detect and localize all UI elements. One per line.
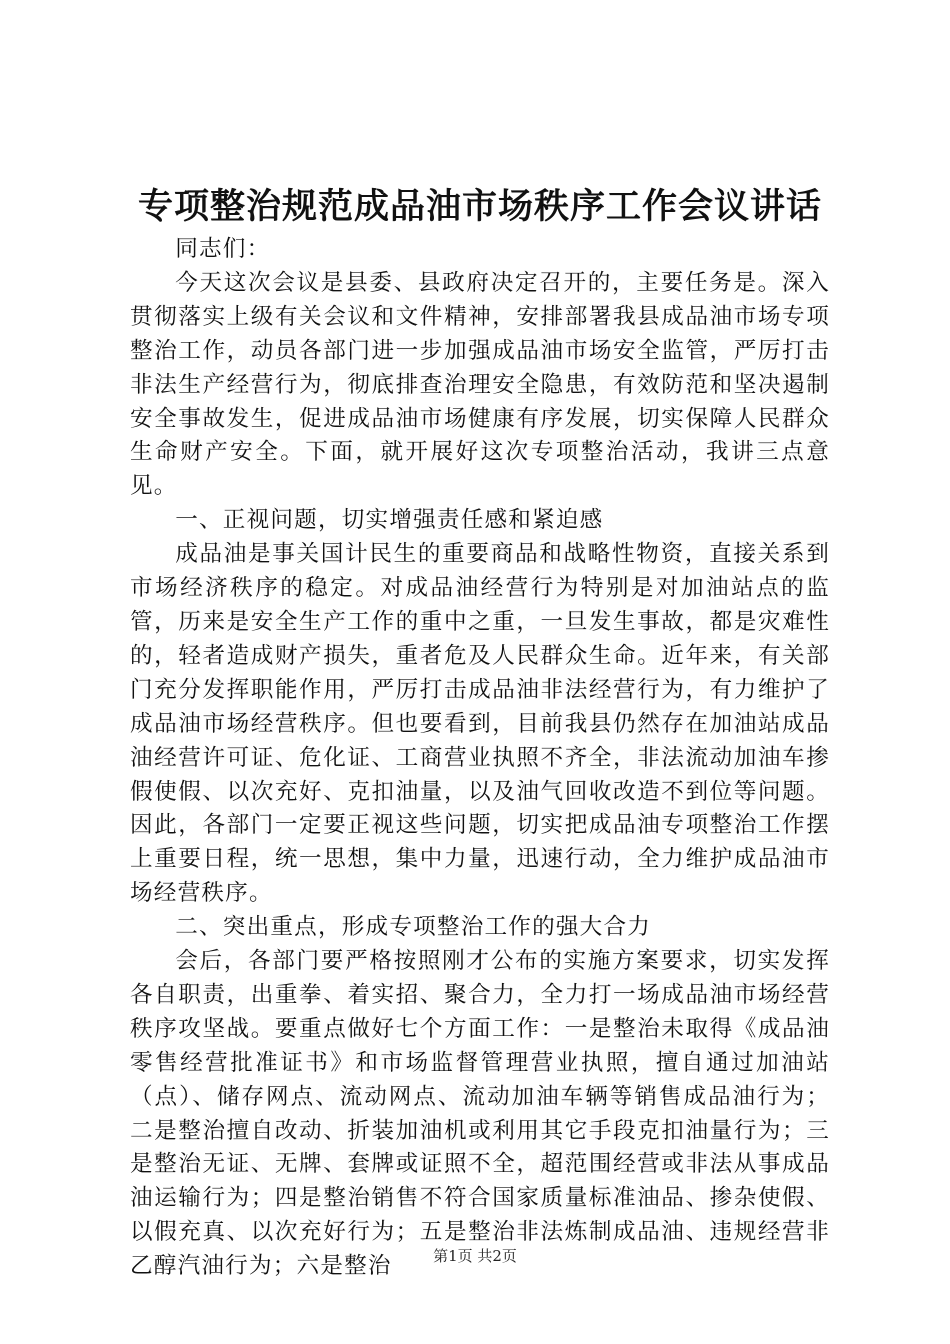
section-heading-2: 二、突出重点，形成专项整治工作的强大合力 (175, 914, 652, 941)
document-page (130, 0, 830, 1344)
document-body (130, 233, 830, 1284)
page-footer: 第1页 共2页 (433, 1247, 517, 1265)
document-title: 专项整治规范成品油市场秩序工作会议讲话 (137, 186, 822, 227)
salutation: 同志们： (175, 236, 271, 262)
intro-paragraph: 今天这次会议是县委、县政府决定召开的，主要任务是。深入贯彻落实上级有关会议和文件精神，安排部署我县成品油市场专项整治工作，动员各部门进一步加强成品油市场安全监管，严厉打击非法生产经营行为，彻底排查治理安全隐患，有效防范和坚决遏制安全事故发生，促进成品油市场健康有序发展，切实保障人民群众生命财产安全。下面，就开展好这次专项整治活动，我讲三点意见。 (130, 269, 830, 500)
section-heading-1: 一、正视问题，切实增强责任感和紧迫感 (175, 507, 604, 534)
section-1-paragraph: 成品油是事关国计民生的重要商品和战略性物资，直接关系到市场经济秩序的稳定。对成品油经营行为特别是对加油站点的监管，历来是安全生产工作的重中之重，一旦发生事故，都是灾难性的，轻者造成财产损失，重者危及人民群众生命。近年来，有关部门充分发挥职能作用，严厉打击成品油非法经营行为，有力维护了成品油市场经营秩序。但也要看到，目前我县仍然存在加油站成品油经营许可证、危化证、工商营业执照不齐全，非法流动加油车掺假使假、以次充好、克扣油量，以及油气回收改造不到位等问题。因此，各部门一定要正视这些问题，切实把成品油专项整治工作摆上重要日程，统一思想，集中力量，迅速行动，全力维护成品油市场经营秩序。 (130, 541, 830, 907)
section-2-paragraph: 会后，各部门要严格按照刚才公布的实施方案要求，切实发挥各自职责，出重拳、着实招、聚合力，全力打一场成品油市场经营秩序攻坚战。要重点做好七个方面工作：一是整治未取得《成品油零售经营批准证书》和市场监督管理营业执照，擅自通过加油站（点）、储存网点、流动网点、流动加油车辆等销售成品油行为；二是整治擅自改动、折装加油机或利用其它手段克扣油量行为；三是整治无证、无牌、套牌或证照不全，超范围经营或非法从事成品油运输行为；四是整治销售不符合国家质量标准油品、掺杂使假、以假充真、以次充好行为；五是整治非法炼制成品油、违规经营非乙醇汽油行为；六是整治 (130, 948, 830, 1280)
